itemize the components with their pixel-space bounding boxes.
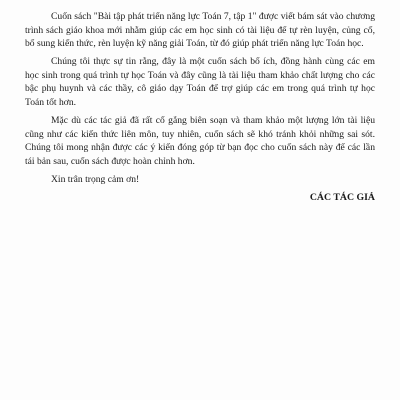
paragraph-benefits: Chúng tôi thực sự tin rằng, đây là một cuốn sách bổ ích, đồng hành cùng các em học sinh trong quá trình tự học Toán và đây cũng là tài liệu tham khảo chất lượng cho các bậc phụ huynh và các thầy, cô giáo dạy Toán để trợ giúp các em trong quá trình tự học Toán tốt hơn. xyxy=(25,56,375,109)
closing-thanks: Xin trân trọng cảm ơn! xyxy=(51,174,140,186)
authors-signature: CÁC TÁC GIẢ xyxy=(309,191,375,203)
paragraph-intro: Cuốn sách "Bài tập phát triển năng lực Toán 7, tập 1" được viết bám sát vào chương trình sách giáo khoa mới nhằm giúp các em học sinh có tài liệu để tự rèn luyện, củng cố, bổ sung kiến thức, rèn luyện kỹ năng giải Toán, từ đó giúp phát triển năng lực Toán học. xyxy=(25,11,375,50)
preface-text xyxy=(25,10,375,204)
paragraph-feedback: Mặc dù các tác giả đã rất cố gắng biên soạn và tham khảo một lượng lớn tài liệu cũng như các kiến thức liên môn, tuy nhiên, cuốn sách sẽ khó tránh khỏi những sai sót. Chúng tôi mong nhận được các ý kiến đóng góp từ bạn đọc cho cuốn sách này để các lần tái bản sau, cuốn sách được hoàn chỉnh hơn. xyxy=(25,115,375,167)
